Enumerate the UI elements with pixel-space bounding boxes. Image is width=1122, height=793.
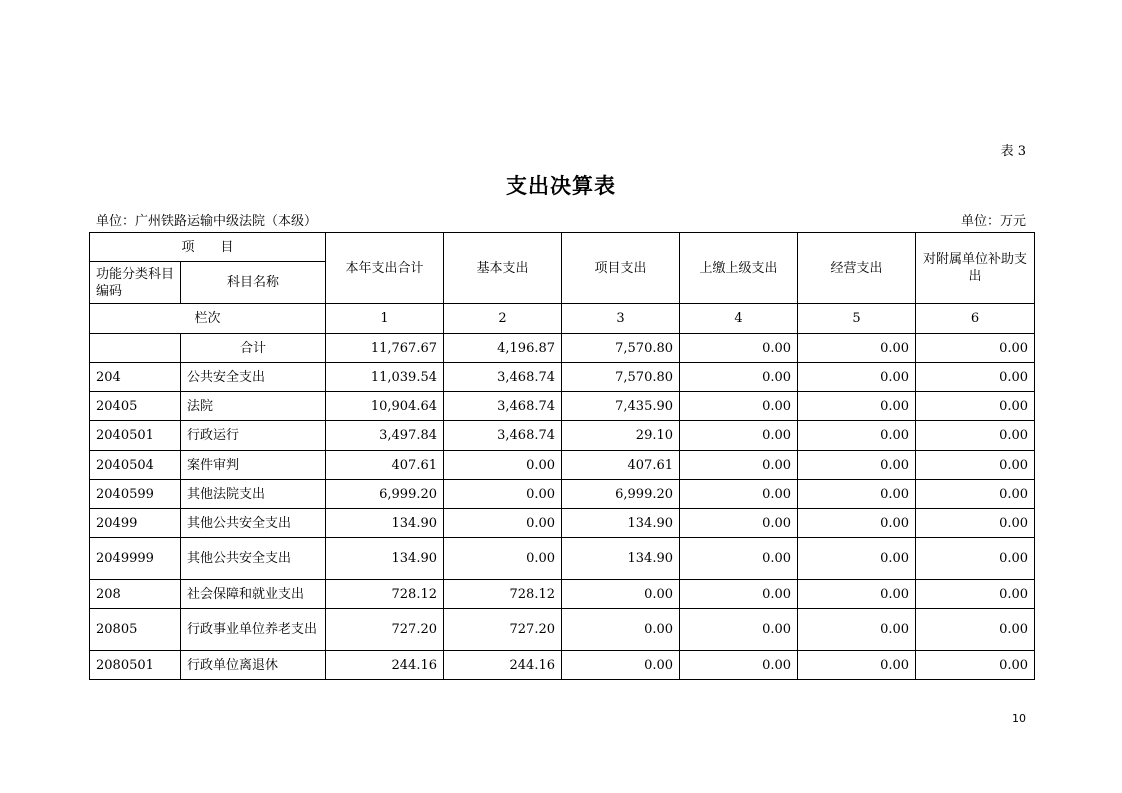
seq-number: 6 (916, 304, 1035, 334)
row-value: 0.00 (680, 609, 798, 651)
row-value: 0.00 (562, 651, 680, 680)
row-value: 0.00 (798, 580, 916, 609)
row-value: 0.00 (680, 651, 798, 680)
row-value: 0.00 (916, 580, 1035, 609)
row-value: 0.00 (680, 451, 798, 480)
table-row (90, 421, 1035, 451)
header-col: 上缴上级支出 (680, 233, 798, 304)
row-value: 407.61 (562, 451, 680, 480)
row-value: 10,904.64 (326, 392, 444, 421)
seq-number: 5 (798, 304, 916, 334)
row-value: 0.00 (916, 421, 1035, 451)
reporting-unit: 单位：广州铁路运输中级法院（本级） (96, 214, 318, 229)
header-col: 经营支出 (798, 233, 916, 304)
expenditure-table (89, 232, 1035, 680)
row-value: 0.00 (680, 421, 798, 451)
row-value: 3,468.74 (444, 363, 562, 392)
table-number-label: 表 3 (1000, 144, 1026, 159)
table-row (90, 538, 1035, 580)
row-value: 0.00 (798, 509, 916, 538)
row-value: 0.00 (444, 480, 562, 509)
page-title: 支出决算表 (506, 174, 616, 198)
row-name: 公共安全支出 (181, 363, 326, 392)
table-row (90, 480, 1035, 509)
header-col: 本年支出合计 (326, 233, 444, 304)
row-value: 727.20 (326, 609, 444, 651)
total-value: 0.00 (798, 334, 916, 363)
row-value: 0.00 (444, 538, 562, 580)
row-code: 2040504 (90, 451, 181, 480)
row-value: 3,468.74 (444, 421, 562, 451)
currency-unit: 单位：万元 (960, 214, 1026, 229)
seq-number: 3 (562, 304, 680, 334)
seq-number: 4 (680, 304, 798, 334)
header-col: 项目支出 (562, 233, 680, 304)
row-code: 204 (90, 363, 181, 392)
row-value: 3,468.74 (444, 392, 562, 421)
row-value: 29.10 (562, 421, 680, 451)
row-value: 0.00 (680, 392, 798, 421)
row-value: 11,039.54 (326, 363, 444, 392)
row-value: 134.90 (326, 538, 444, 580)
row-value: 6,999.20 (326, 480, 444, 509)
table-row (90, 580, 1035, 609)
row-value: 3,497.84 (326, 421, 444, 451)
row-value: 0.00 (562, 580, 680, 609)
row-value: 7,570.80 (562, 363, 680, 392)
row-value: 134.90 (562, 538, 680, 580)
row-value: 0.00 (798, 480, 916, 509)
row-value: 728.12 (326, 580, 444, 609)
total-value: 7,570.80 (562, 334, 680, 363)
row-value: 0.00 (916, 538, 1035, 580)
row-value: 0.00 (798, 651, 916, 680)
row-code: 2040501 (90, 421, 181, 451)
row-code: 20405 (90, 392, 181, 421)
row-value: 0.00 (798, 392, 916, 421)
row-value: 0.00 (916, 651, 1035, 680)
row-value: 0.00 (680, 580, 798, 609)
row-value: 244.16 (326, 651, 444, 680)
row-value: 0.00 (562, 609, 680, 651)
row-name: 法院 (181, 392, 326, 421)
row-code: 2040599 (90, 480, 181, 509)
row-value: 134.90 (562, 509, 680, 538)
row-value: 728.12 (444, 580, 562, 609)
row-value: 0.00 (444, 451, 562, 480)
row-code: 2080501 (90, 651, 181, 680)
total-value: 4,196.87 (444, 334, 562, 363)
seq-label: 栏次 (90, 304, 326, 334)
total-value: 0.00 (916, 334, 1035, 363)
seq-number: 1 (326, 304, 444, 334)
row-code: 2049999 (90, 538, 181, 580)
header-item: 项 目 (90, 233, 326, 262)
header-code-label: 功能分类科目编码 (90, 262, 181, 304)
row-value: 0.00 (680, 509, 798, 538)
row-value: 0.00 (680, 363, 798, 392)
row-name: 其他公共安全支出 (181, 509, 326, 538)
row-value: 0.00 (916, 451, 1035, 480)
row-value: 0.00 (680, 480, 798, 509)
table-row (90, 609, 1035, 651)
row-value: 407.61 (326, 451, 444, 480)
row-value: 0.00 (916, 509, 1035, 538)
row-name: 其他法院支出 (181, 480, 326, 509)
row-value: 0.00 (798, 451, 916, 480)
seq-number: 2 (444, 304, 562, 334)
row-name: 案件审判 (181, 451, 326, 480)
row-name: 社会保障和就业支出 (181, 580, 326, 609)
total-label: 合计 (181, 334, 326, 363)
header-col: 基本支出 (444, 233, 562, 304)
row-value: 134.90 (326, 509, 444, 538)
row-name: 行政单位离退休 (181, 651, 326, 680)
total-value: 0.00 (680, 334, 798, 363)
header-col: 对附属单位补助支出 (916, 233, 1035, 304)
header-name-label: 科目名称 (181, 262, 326, 304)
row-value: 0.00 (916, 363, 1035, 392)
row-value: 0.00 (798, 538, 916, 580)
row-value: 0.00 (798, 421, 916, 451)
row-name: 行政事业单位养老支出 (181, 609, 326, 651)
row-code: 20805 (90, 609, 181, 651)
row-value: 0.00 (444, 509, 562, 538)
row-name: 其他公共安全支出 (181, 538, 326, 580)
total-row (90, 334, 1035, 363)
table-row (90, 651, 1035, 680)
row-value: 0.00 (916, 609, 1035, 651)
row-value: 7,435.90 (562, 392, 680, 421)
row-value: 0.00 (680, 538, 798, 580)
table-row (90, 392, 1035, 421)
table-row (90, 451, 1035, 480)
row-value: 0.00 (798, 363, 916, 392)
table-row (90, 509, 1035, 538)
row-value: 727.20 (444, 609, 562, 651)
table-row (90, 363, 1035, 392)
row-name: 行政运行 (181, 421, 326, 451)
row-value: 0.00 (916, 480, 1035, 509)
row-value: 0.00 (798, 609, 916, 651)
row-value: 244.16 (444, 651, 562, 680)
row-code: 20499 (90, 509, 181, 538)
total-value: 11,767.67 (326, 334, 444, 363)
total-code-cell (90, 334, 181, 363)
row-value: 0.00 (916, 392, 1035, 421)
row-value: 6,999.20 (562, 480, 680, 509)
row-code: 208 (90, 580, 181, 609)
page-number: 10 (1012, 712, 1026, 725)
